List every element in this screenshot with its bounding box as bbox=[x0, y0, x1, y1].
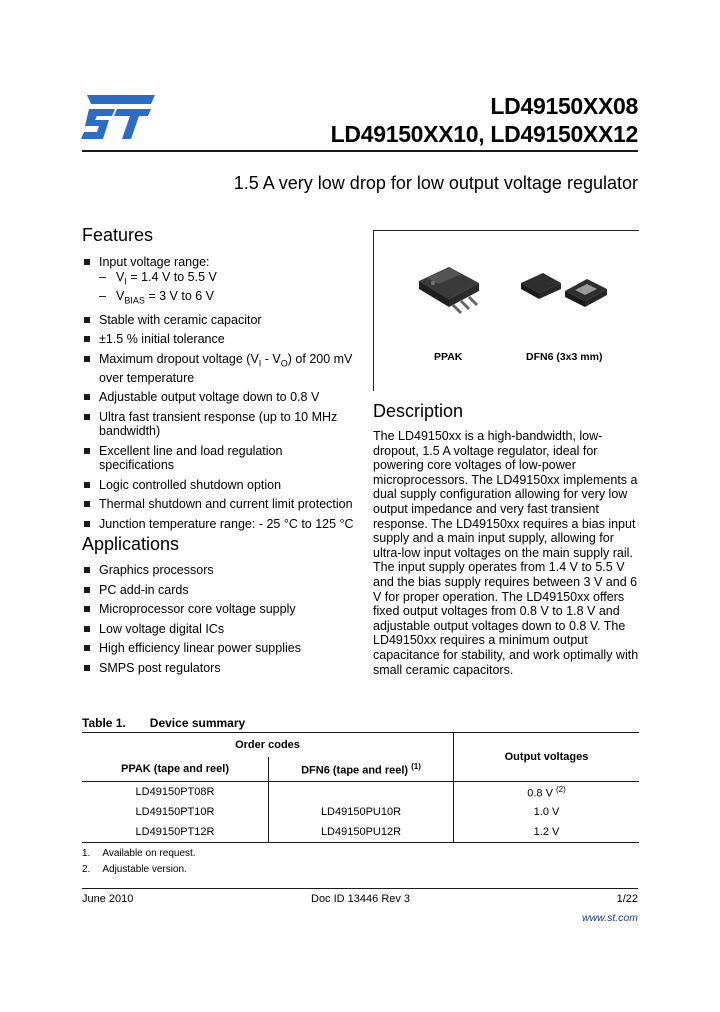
dfn6-package-image bbox=[517, 269, 617, 313]
feature-subitem: – $V_I = 1.4$ V to 5.5 V bbox=[99, 270, 357, 289]
applications-list bbox=[82, 563, 357, 680]
st-logo bbox=[81, 95, 155, 139]
ppak-cell: LD49150PT08R bbox=[135, 786, 215, 798]
ppak-package-image bbox=[409, 261, 489, 321]
features-list bbox=[82, 255, 357, 536]
dfn6-header: DFN6 (tape and reel) $^{(1)}$ bbox=[269, 757, 454, 782]
applications-title: Applications bbox=[82, 534, 180, 554]
vout-cell: 1.2 V bbox=[454, 822, 640, 843]
feature-item: Junction temperature range: - 25 °C to 125 °C bbox=[82, 517, 357, 532]
footer-date: June 2010 bbox=[82, 893, 134, 905]
feature-item: Stable with ceramic capacitor bbox=[82, 313, 357, 328]
application-item: Graphics processors bbox=[82, 563, 357, 578]
vout-cell: 0.8 V $^{(2)}$ bbox=[454, 782, 640, 803]
feature-item: ±1.5 % initial tolerance bbox=[82, 332, 357, 347]
feature-sublist bbox=[99, 270, 357, 308]
title-line-1: LD49150XX08 bbox=[490, 93, 638, 119]
footer-url-link[interactable]: www.st.com bbox=[581, 912, 638, 924]
package-figure bbox=[373, 230, 639, 391]
footer-doc-id: Doc ID 13446 Rev 3 bbox=[311, 893, 411, 905]
header-rule bbox=[82, 150, 638, 152]
table-row bbox=[82, 802, 639, 822]
dfn6-label: DFN6 (3x3 mm) bbox=[526, 351, 603, 363]
footer-rule bbox=[82, 888, 638, 889]
dfn6-cell bbox=[269, 782, 454, 803]
ppak-cell: LD49150PT10R bbox=[135, 806, 215, 818]
application-item: High efficiency linear power supplies bbox=[82, 641, 357, 656]
application-item: Microprocessor core voltage supply bbox=[82, 602, 357, 617]
dfn6-cell: LD49150PU10R bbox=[269, 802, 454, 822]
description-title: Description bbox=[373, 401, 464, 421]
ppak-header: PPAK (tape and reel) bbox=[121, 763, 229, 775]
table-caption: Table 1. Device summary bbox=[82, 716, 246, 730]
ppak-label: PPAK bbox=[434, 351, 463, 363]
table-row bbox=[82, 782, 639, 803]
vout-cell: 1.0 V bbox=[454, 802, 640, 822]
title-line-2: LD49150XX10, LD49150XX12 bbox=[330, 121, 638, 147]
subtitle: 1.5 A very low drop for low output voltage regulator bbox=[233, 173, 638, 193]
application-item: PC add-in cards bbox=[82, 583, 357, 598]
feature-item: Adjustable output voltage down to 0.8 V bbox=[82, 390, 357, 405]
feature-item: Ultra fast transient response (up to 10 MHz bandwidth) bbox=[82, 410, 357, 439]
output-voltages-header: Output voltages bbox=[454, 733, 640, 782]
footer-page: 1/22 bbox=[616, 893, 638, 905]
features-title: Features bbox=[82, 225, 154, 245]
feature-item: Input voltage range: – $V_I = 1.4$ V to 5.5 V – $V_{BIAS} = 3$ V to 6 V bbox=[82, 255, 357, 308]
device-summary-table bbox=[82, 732, 639, 843]
application-item: SMPS post regulators bbox=[82, 661, 357, 676]
application-item: Low voltage digital ICs bbox=[82, 622, 357, 637]
ppak-cell: LD49150PT12R bbox=[135, 826, 215, 838]
table-row bbox=[82, 822, 639, 843]
footnote-1: 1. Available on request. bbox=[82, 848, 196, 859]
feature-item: Maximum dropout voltage $(V_I - V_O)$ of 200 mV over temperature bbox=[82, 352, 357, 386]
feature-subitem: – $V_{BIAS} = 3$ V to 6 V bbox=[99, 289, 357, 308]
description-text: The LD49150xx is a high-bandwidth, low-dropout, 1.5 A voltage regulator, ideal for powering core voltages of low-power microprocessors. The LD49150xx implements a dual supply configuration allowing for very low output impedance and very fast transient response. The LD49150xx requires a bias input supply and a main input supply, allowing for ultra-low input voltages on the main supply rail. The input supply operates from 1.4 V to 5.5 V and the bias supply requires between 3 V and 6 V for proper operation. The LD49150xx offers fixed output voltages from 0.8 V to 1.8 V and adjustable output voltages down to 0.8 V. The LD49150xx requires a minimum output capacitance for stability, and work optimally with small ceramic capacitors. bbox=[373, 429, 639, 677]
feature-item: Thermal shutdown and current limit protection bbox=[82, 497, 357, 512]
dfn6-cell: LD49150PU12R bbox=[269, 822, 454, 843]
footnote-2: 2. Adjustable version. bbox=[82, 864, 187, 875]
feature-item: Logic controlled shutdown option bbox=[82, 478, 357, 493]
order-codes-header: Order codes bbox=[235, 739, 300, 751]
feature-item: Excellent line and load regulation specifications bbox=[82, 444, 357, 473]
